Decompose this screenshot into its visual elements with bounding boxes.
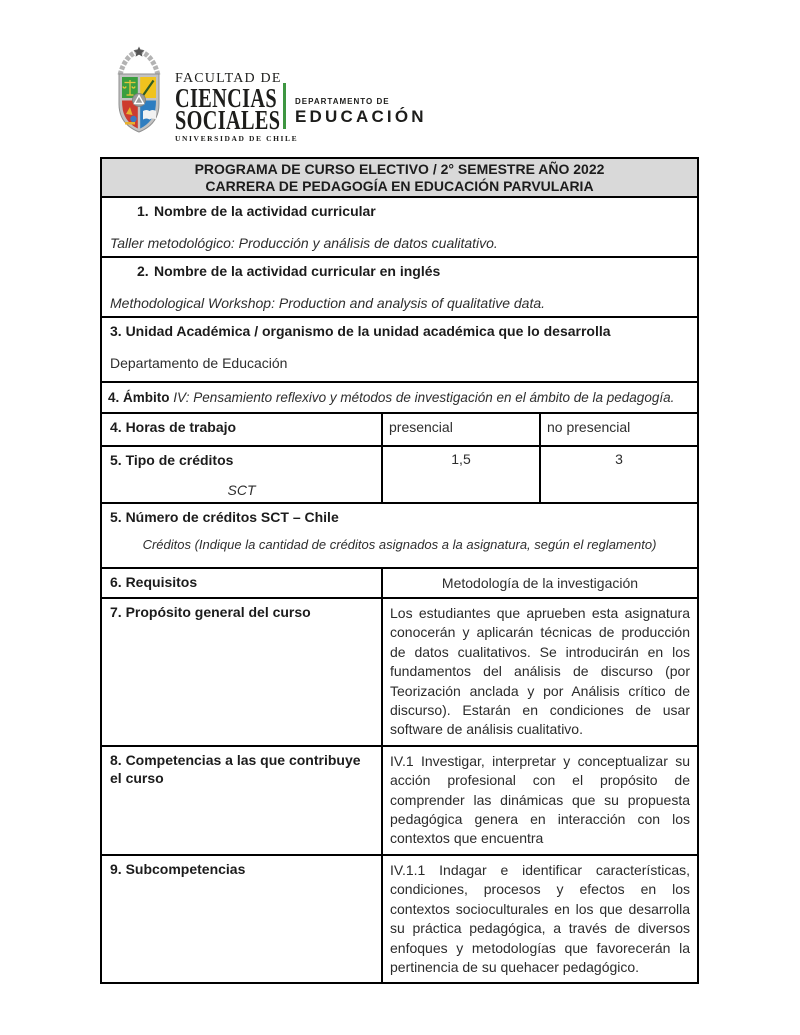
nombre-ingles-title: Nombre de la actividad curricular en inglés [154, 263, 441, 279]
cell-tipo-creditos [101, 446, 382, 503]
proposito-value: Los estudiantes que aprueben esta asignatura conocerán y aplicarán técnicas de producción de datos cualitativos. Se introducirán en los fundamentos del análisis de discurso (por Teorización anclada y por Análisis crítico de discurso). Estarán en condiciones de usar software de análisis cualitativo. [382, 598, 698, 746]
cell-numero-creditos [101, 503, 698, 568]
faculty-line2: CIENCIAS [175, 83, 278, 113]
row-horas [101, 413, 698, 446]
numero-creditos-title: 5. Número de créditos SCT – Chile [110, 509, 339, 525]
competencias-value: IV.1 Investigar, interpretar y conceptualizar su acción profesional con el propósito de comprender las dinámicas que su propuesta pedagógica genera en interacción con los contextos que encuentra [382, 746, 698, 855]
tipo-creditos-sct: SCT [227, 482, 256, 498]
university-name: UNIVERSIDAD DE CHILE [175, 134, 299, 143]
tipo-creditos-no-presencial-value: 3 [540, 446, 698, 503]
ambito-value: IV: Pensamiento reflexivo y métodos de investigación en el ámbito de la pedagogía. [173, 390, 675, 405]
faculty-line3: SOCIALES [175, 105, 281, 135]
numero-creditos-note: Créditos (Indique la cantidad de créditos asignados a la asignatura, según el reglamento) [142, 537, 657, 552]
unidad-value: Departamento de Educación [110, 355, 288, 371]
row-requisitos [101, 568, 698, 598]
requisitos-label: 6. Requisitos [101, 568, 382, 598]
cell-unidad [101, 317, 698, 382]
program-title-line2: CARRERA DE PEDAGOGÍA EN EDUCACIÓN PARVULARIA [205, 177, 594, 194]
subcompetencias-value: IV.1.1 Indagar e identificar características, condiciones, procesos y efectos en los contextos socioculturales en los que desarrolla su práctica pedagógica, a través de diversos enfoques y metodologías que favorecerán la pertinencia de su quehacer pedagógico. [382, 855, 698, 983]
competencias-label: 8. Competencias a las que contribuye el curso [101, 746, 382, 855]
proposito-label: 7. Propósito general del curso [101, 598, 382, 746]
item-number: 1. [137, 203, 149, 219]
nombre-value: Taller metodológico: Producción y análisis de datos cualitativo. [110, 235, 498, 251]
row-ambito [101, 382, 698, 413]
row-nombre-ingles [101, 257, 698, 317]
faculty-line1: FACULTAD DE [175, 71, 282, 86]
subcompetencias-label: 9. Subcompetencias [101, 855, 382, 983]
star-icon [134, 47, 145, 57]
row-tipo-creditos [101, 446, 698, 503]
header-row [101, 158, 698, 197]
book-icon [143, 110, 156, 120]
unidad-title: 3. Unidad Académica / organismo de la unidad académica que lo desarrolla [110, 323, 611, 339]
horas-label: 4. Horas de trabajo [101, 413, 382, 446]
tipo-creditos-label: 5. Tipo de créditos [110, 452, 234, 468]
cell-nombre [101, 197, 698, 257]
department-wordmark [295, 97, 427, 126]
table-title-cell [101, 158, 698, 197]
horas-no-presencial: no presencial [540, 413, 698, 446]
requisitos-value: Metodología de la investigación [382, 568, 698, 598]
item-number: 2. [137, 263, 149, 279]
nombre-title: Nombre de la actividad curricular [154, 203, 376, 219]
ambito-label: 4. Ámbito [108, 390, 170, 405]
row-proposito [101, 598, 698, 746]
nombre-ingles-value: Methodological Workshop: Production and analysis of qualitative data. [110, 295, 546, 311]
row-unidad [101, 317, 698, 382]
row-competencias [101, 746, 698, 855]
department-line1: DEPARTAMENTO DE [295, 97, 390, 106]
cell-ambito [101, 382, 698, 413]
university-shield-icon [112, 45, 166, 140]
horas-presencial: presencial [382, 413, 540, 446]
university-logo [112, 45, 427, 143]
row-nombre [101, 197, 698, 257]
faculty-wordmark [175, 71, 299, 143]
logo-divider [283, 83, 286, 129]
tipo-creditos-presencial-value: 1,5 [382, 446, 540, 503]
course-program-table [100, 157, 699, 984]
row-numero-creditos [101, 503, 698, 568]
row-subcompetencias [101, 855, 698, 983]
department-line2: EDUCACIÓN [295, 107, 427, 126]
cell-nombre-ingles [101, 257, 698, 317]
program-title-line1: PROGRAMA DE CURSO ELECTIVO / 2° SEMESTRE AÑO 2022 [194, 161, 605, 177]
